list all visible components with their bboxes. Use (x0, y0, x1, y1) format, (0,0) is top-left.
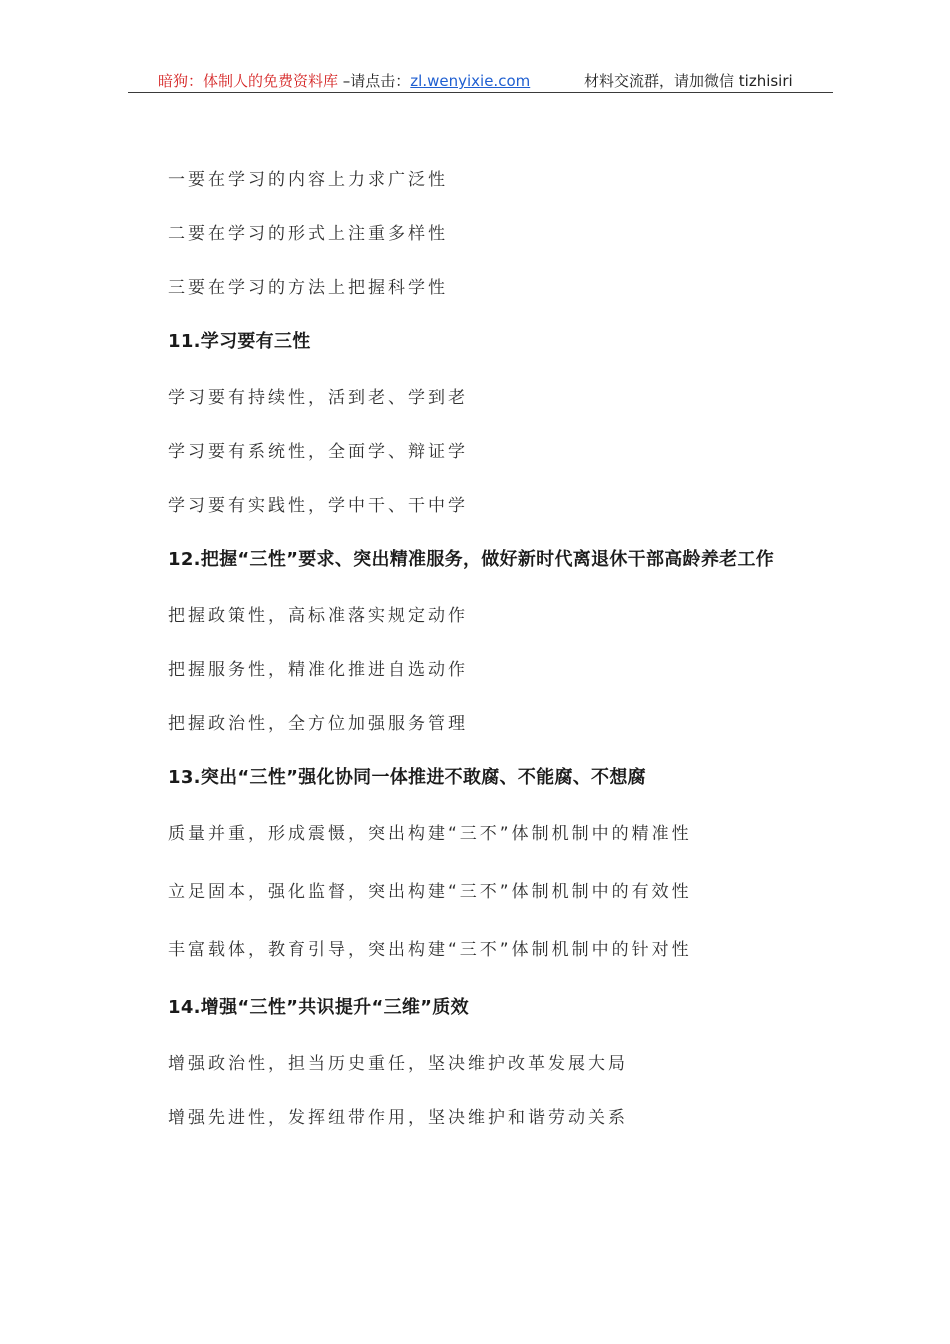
body-line: 二要在学习的形式上注重多样性 (168, 224, 448, 244)
body-line: 学习要有系统性，全面学、辩证学 (168, 442, 468, 462)
body-line: 把握政治性，全方位加强服务管理 (168, 714, 468, 734)
header-prompt: –请点击： (338, 72, 411, 90)
section-heading: 14.增强“三性”共识提升“三维”质效 (168, 997, 469, 1018)
document-body (168, 163, 848, 1155)
body-line: 学习要有实践性，学中干、干中学 (168, 496, 468, 516)
header-brand: 暗狗：体制人的免费资料库 –请点击：zl.wenyixie.com (158, 72, 531, 90)
page-header (128, 70, 833, 93)
body-line: 学习要有持续性，活到老、学到老 (168, 388, 468, 408)
body-line: 一要在学习的内容上力求广泛性 (168, 170, 448, 190)
body-line: 增强政治性，担当历史重任，坚决维护改革发展大局 (168, 1054, 628, 1074)
body-line: 增强先进性，发挥纽带作用，坚决维护和谐劳动关系 (168, 1108, 628, 1128)
body-line: 质量并重，形成震慑，突出构建“三不”体制机制中的精准性 (168, 824, 692, 844)
section-heading: 11.学习要有三性 (168, 331, 311, 352)
body-line: 把握服务性，精准化推进自选动作 (168, 660, 468, 680)
body-line: 立足固本，强化监督，突出构建“三不”体制机制中的有效性 (168, 882, 692, 902)
section-heading: 13.突出“三性”强化协同一体推进不敢腐、不能腐、不想腐 (168, 767, 646, 788)
header-link[interactable]: zl.wenyixie.com (410, 72, 531, 90)
body-line: 三要在学习的方法上把握科学性 (168, 278, 448, 298)
section-heading: 12.把握“三性”要求、突出精准服务，做好新时代离退休干部高龄养老工作 (168, 549, 775, 570)
body-line: 把握政策性，高标准落实规定动作 (168, 606, 468, 626)
header-wechat: 材料交流群，请加微信 tizhisiri (584, 72, 793, 90)
body-line: 丰富载体，教育引导，突出构建“三不”体制机制中的针对性 (168, 940, 692, 960)
